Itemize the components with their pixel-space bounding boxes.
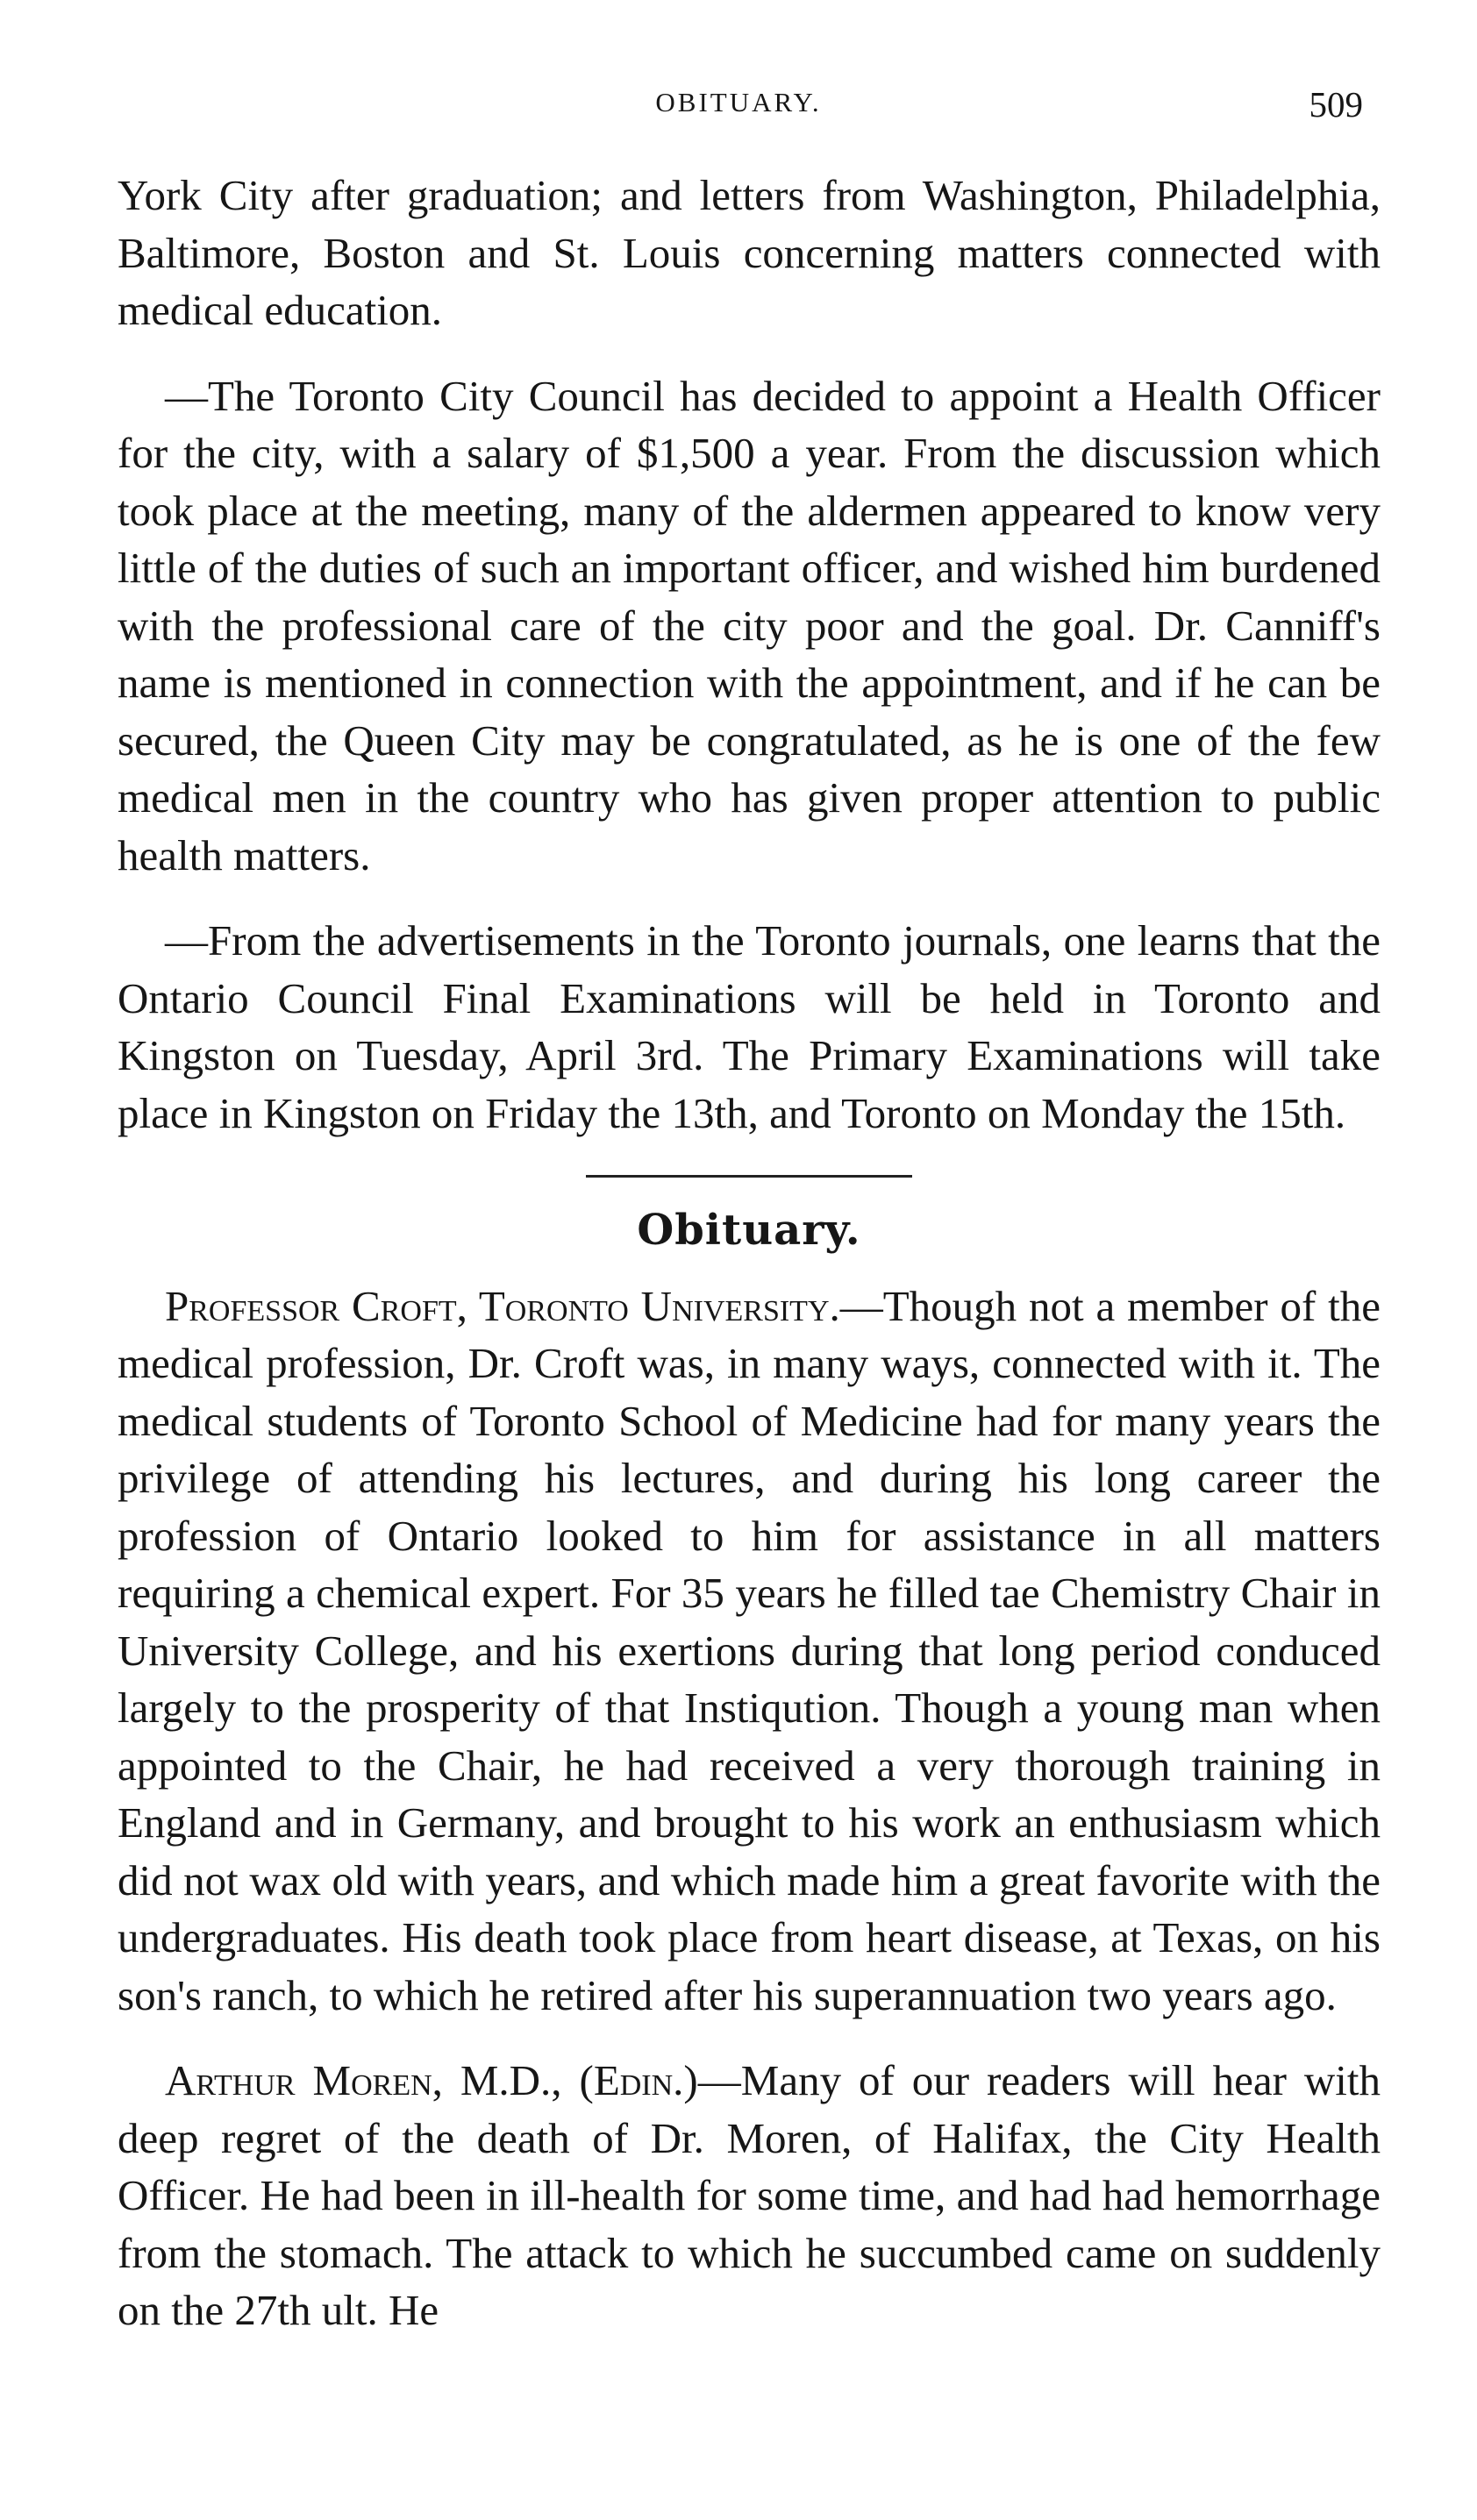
page-number: 509 <box>1309 84 1363 125</box>
body-text <box>118 167 1381 2367</box>
obituary-entry-head: Professor Croft, Toronto University. <box>165 1281 840 1330</box>
obituary-heading: Obituary. <box>637 1206 861 1255</box>
paragraph-examinations: —From the advertisements in the Toronto journals, one learns that the Ontario Council Final Examinations will be held in Toronto and Kingston on Tuesday, April 3rd. The Primary Examinations will take place in Kingston on Friday the 13th, and Toronto on Monday the 15th. <box>118 916 1381 1137</box>
running-title: OBITUARY. <box>655 87 822 117</box>
obituary-entry-text: —Though not a member of the medical profession, Dr. Croft was, in many ways, connected with it. The medical students of Toronto School of Medicine had for many years the privilege of attending his lectures, and during his long career the profession of Ontario looked to him for assistance in all matters requiring a chemical expert. For 35 years he filled tae Chemistry Chair in University College, and his exertions during that long period conduced largely to the prosperity of that Instiqution. Though a young man when appointed to the Chair, he had received a very thorough training in England and in Germany, and brought to his work an enthusiasm which did not wax old with years, and which made him a great favorite with the undergraduates. His death took place from heart disease, at Texas, on his son's ranch, to which he retired after his superannuation two years ago. <box>118 1281 1381 2019</box>
running-head <box>114 83 1363 127</box>
obituary-entry-text: —Many of our readers will hear with deep regret of the death of Dr. Moren, of Halifax, the City Health Officer. He had been in ill-health for some time, and had had hemorrhage from the stomach. The attack to which he succumbed came on suddenly on the 27th ult. He <box>118 2056 1381 2334</box>
paragraph-continuation: York City after graduation; and letters from Washington, Philadelphia, Baltimore, Boston and St. Louis concerning matters connected with medical education. <box>118 171 1381 334</box>
section-divider <box>586 1175 912 1178</box>
paragraph-health-officer: —The Toronto City Council has decided to appoint a Health Officer for the city, with a salary of $1,500 a year. From the discussion which took place at the meeting, many of the aldermen appeared to know very little of the duties of such an important officer, and wished him burdened with the professional care of the city poor and the goal. Dr. Canniff's name is mentioned in connection with the appointment, and if he can be secured, the Queen City may be congratulated, as he is one of the few medical men in the country who has given proper attention to public health matters. <box>118 371 1381 879</box>
obituary-entry-croft <box>118 1278 1381 2025</box>
obituary-entry-moren <box>118 2052 1381 2339</box>
obituary-entry-head: Arthur Moren, M.D., (Edin.) <box>165 2056 698 2104</box>
